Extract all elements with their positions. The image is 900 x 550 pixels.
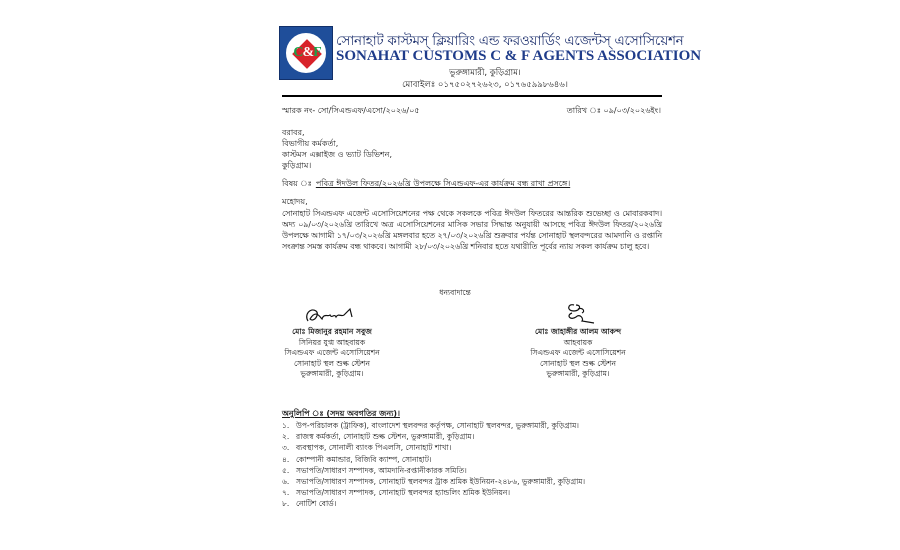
letter-body: সোনাহাট সিএন্ডএফ এজেন্ট এসোসিয়েশনের পক্ষ থেকে সকলকে পবিত্র ঈদউল ফিতরের আন্তরিক শুভেচ্ছা ও মোবারকবাদ। অদ্য ০৯/০৩/২০২৬খ্রি তারিখে অত্র এসোসিয়েশনের মাসিক সভার সিদ্ধান্ত অনুযায়ী আসছে পবিত্র ঈদউল ফিতর/২০২৬খ্রি উপলক্ষে আগামী ১৭/০৩/২০২৬খ্রি মঙ্গলবার হতে ২৭/০৩/২০২৬খ্রি শুক্রবার পর্যন্ত সোনাহাট স্থলবন্দরের আমদানি ও রপ্তানি সংক্রান্ত সমস্ত কার্যক্রম বন্ধ থাকবে। আগামী ২৮/০৩/২০২৬খ্রি শনিবার হতে যথারীতি পূর্বের ন্যায় সকল কার্যক্রম চালু হবে। <box>282 209 662 251</box>
copy-item: ৭. সভাপতি/সাধারণ সম্পাদক, সোনাহাট স্থলবন্দর হ্যান্ডলিং শ্রমিক ইউনিয়ন। <box>282 488 511 498</box>
copy-item: ২. রাজস্ব কর্মকর্তা, সোনাহাট শুল্ক স্টেশন, ভুরুঙ্গামারী, কুড়িগ্রাম। <box>282 432 475 442</box>
signatory-designation: সিনিয়র যুগ্ম আহবায়ক <box>298 337 366 347</box>
memo-number: স্মারক নং- সো/সিএন্ডএফ/এসো/২০২৬/০৫ <box>282 106 420 115</box>
signature-icon <box>508 305 648 327</box>
letter-page <box>245 0 702 550</box>
copy-item: ১. উপ-পরিচালক (ট্রাফিক), বাংলাদেশ স্থলবন্দর কর্তৃপক্ষ, সোনাহাট স্থলবন্দর, ভুরুঙ্গামারী, কুড়িগ্রাম। <box>282 421 579 430</box>
signatory-org: সিএন্ডএফ এজেন্ট এসোসিয়েশন <box>530 348 626 357</box>
signatory-station: সোনাহাট স্থল শুল্ক স্টেশন <box>294 358 370 368</box>
copies-list <box>282 420 662 510</box>
signatory-designation: আহবায়ক <box>563 337 593 347</box>
signature-icon <box>262 305 402 327</box>
subject-label: বিষয় ঃ <box>282 179 312 188</box>
signatory-station: সোনাহাট স্থল শুল্ক স্টেশন <box>540 358 616 368</box>
signatory-org: সিএন্ডএফ এজেন্ট এসোসিয়েশন <box>284 348 380 357</box>
recipient-line: কুড়িগ্রাম। <box>282 161 312 170</box>
recipient-block <box>282 127 392 171</box>
association-address: ভুরুঙ্গামারী, কুড়িগ্রাম। <box>449 68 521 78</box>
signatory-name: মোঃ মিজানুর রহমান সবুজ <box>292 327 372 336</box>
header-divider <box>282 95 662 97</box>
association-title-bangla: সোনাহাট কাস্টমস্ ক্লিয়ারিং এন্ড ফরওয়ার্ডিং এজেন্টস্ এসোসিয়েশন <box>336 33 684 49</box>
copy-item: ৮. নোটিশ বোর্ড। <box>282 499 337 509</box>
subject-text: পবিত্র ঈদউল ফিতর/২০২৬খ্রি উপলক্ষে সিএন্ডএফ-এর কার্যক্রম বন্ধ রাখা প্রসঙ্গে। <box>315 179 571 188</box>
signature-block-right <box>508 305 648 380</box>
copy-item: ৬. সভাপতি/সাধারণ সম্পাদক, সোনাহাট স্থলবন্দর ট্রাক শ্রমিক ইউনিয়ন-২৪৮৬, ভুরুঙ্গামারী, কুড়িগ্রাম। <box>282 477 586 487</box>
copy-item: ৪. কোম্পানী কমান্ডার, বিজিবি ক্যাম্প, সোনাহাট। <box>282 454 432 464</box>
copy-item: ৫. সভাপতি/সাধারণ সম্পাদক, আমদানি-রপ্তানীকারক সমিতি। <box>282 465 467 475</box>
letterhead <box>270 26 702 90</box>
recipient-line: কাস্টমস এক্সাইজ ও ভ্যাট ডিভিশন, <box>282 150 393 159</box>
logo-text: C&F <box>293 45 321 60</box>
subject-line <box>282 178 570 191</box>
recipient-line: বিভাগীয় কর্মকর্তা, <box>282 139 339 148</box>
recipient-line: বরাবর, <box>282 128 305 137</box>
signatory-place: ভুরুঙ্গামারী, কুড়িগ্রাম। <box>300 369 364 378</box>
copies-heading: অনুলিপি ঃ (সদয় অবগতির জন্য)। <box>282 409 400 418</box>
closing: ধন্যবাদান্তে <box>439 288 471 297</box>
signatory-name: মোঃ জাহাঙ্গীর আলম আকন্দ <box>535 327 621 336</box>
salutation: মহোদয়, <box>282 197 308 206</box>
signature-block-left <box>262 305 402 380</box>
association-title-english: SONAHAT CUSTOMS C & F AGENTS ASSOCIATION <box>336 48 702 64</box>
signatory-place: ভুরুঙ্গামারী, কুড়িগ্রাম। <box>546 369 610 378</box>
association-mobile: মোবাইলঃ ০১৭৫০২৭২৬২৩, ০১৭৬৫৯৯৮৬৪৬। <box>402 80 568 90</box>
copy-item: ৩. ব্যবস্থাপক, সোনালী ব্যাংক পিএলসি, সোনাহাট শাখা। <box>282 443 452 453</box>
letter-date: তারিখ ঃ ০৯/০৩/২০২৬ইং। <box>566 106 661 115</box>
